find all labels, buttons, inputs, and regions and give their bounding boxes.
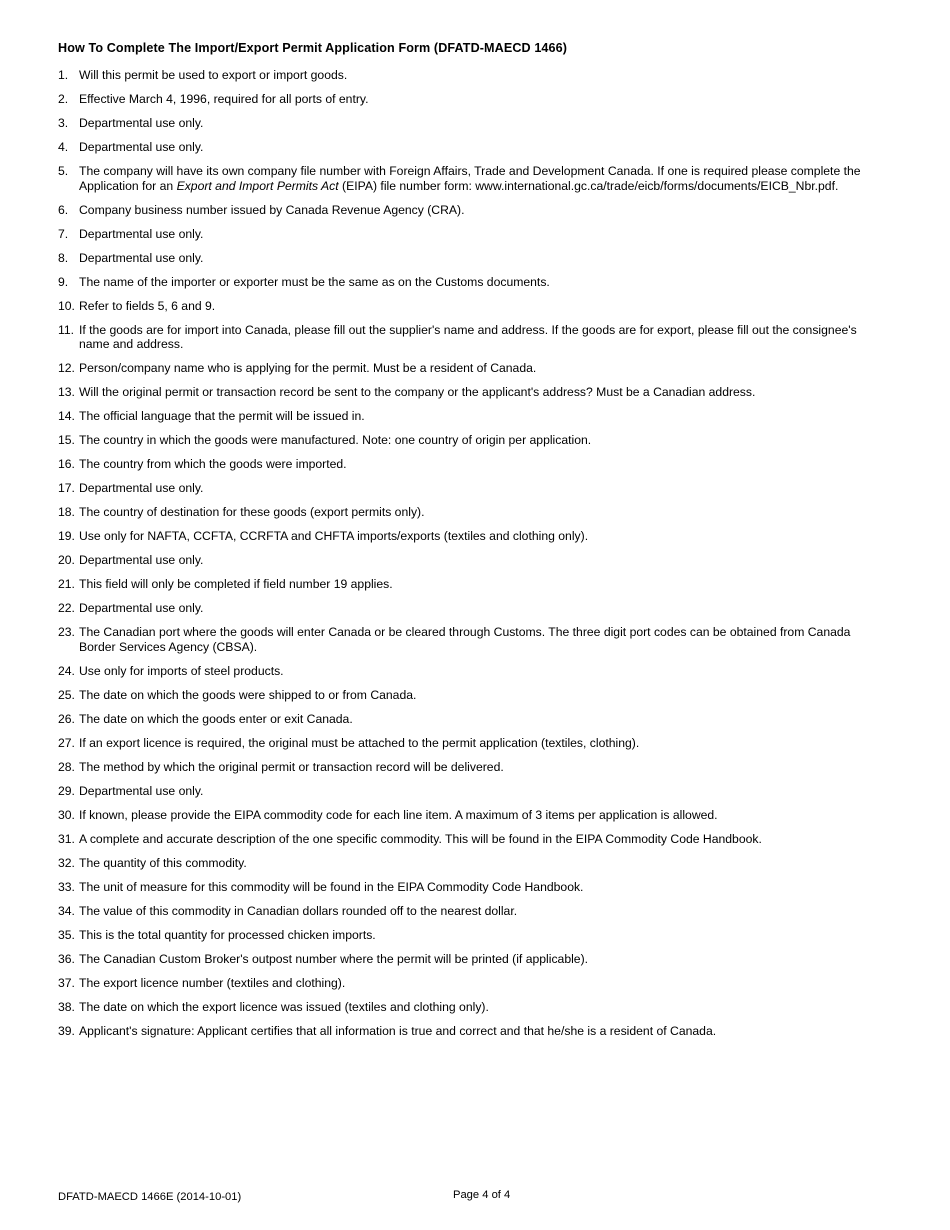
- list-item: [58, 299, 888, 314]
- list-item: [58, 904, 888, 919]
- list-item: [58, 577, 888, 592]
- item-text: Departmental use only.: [79, 116, 204, 130]
- item-number: 38.: [58, 999, 75, 1014]
- item-text-part: (EIPA) file number form: www.international.gc.ca/trade/eicb/forms/documents/EICB_Nbr.pdf.: [338, 178, 839, 193]
- item-text: The unit of measure for this commodity will be found in the EIPA Commodity Code Handbook.: [79, 879, 584, 894]
- list-item: [58, 92, 888, 107]
- item-text: A complete and accurate description of the one specific commodity. This will be found in the EIPA Commodity Code Handbook.: [79, 831, 762, 846]
- list-item: [58, 880, 888, 895]
- item-text: Departmental use only.: [79, 226, 204, 241]
- item-number: 17.: [58, 481, 75, 495]
- list-item: [58, 457, 888, 472]
- list-item: [58, 688, 888, 703]
- item-text: Company business number issued by Canada Revenue Agency (CRA).: [79, 202, 465, 217]
- item-text: Applicant's signature: Applicant certifies that all information is true and correct and that he/she is a resident of Canada.: [79, 1023, 717, 1038]
- item-text: The official language that the permit will be issued in.: [79, 409, 365, 423]
- item-number: 19.: [58, 529, 75, 543]
- list-item: [58, 481, 888, 496]
- item-text: Departmental use only.: [79, 140, 204, 154]
- item-text: Refer to fields 5, 6 and 9.: [79, 298, 216, 313]
- list-item: [58, 832, 888, 847]
- list-item: [58, 505, 888, 520]
- list-item: [58, 251, 888, 266]
- item-text: Departmental use only.: [79, 250, 204, 265]
- item-text: This field will only be completed if field number 19 applies.: [79, 577, 393, 591]
- list-item: [58, 323, 888, 352]
- item-text: Use only for imports of steel products.: [79, 663, 284, 678]
- item-number: 1.: [58, 68, 69, 82]
- item-text: The date on which the goods enter or exit Canada.: [79, 711, 353, 726]
- item-number: 6.: [58, 202, 69, 217]
- item-number: 14.: [58, 409, 75, 423]
- list-item: [58, 808, 888, 823]
- item-number: 4.: [58, 140, 69, 154]
- list-item: [58, 116, 888, 131]
- item-text: This is the total quantity for processed chicken imports.: [79, 927, 376, 942]
- item-text: Use only for NAFTA, CCFTA, CCRFTA and CHFTA imports/exports (textiles and clothing only).: [79, 529, 589, 543]
- item-text: The quantity of this commodity.: [79, 855, 247, 870]
- item-text: The Canadian Custom Broker's outpost number where the permit will be printed (if applicable).: [79, 951, 589, 966]
- item-number: 10.: [58, 298, 75, 313]
- item-text: The export licence number (textiles and clothing).: [79, 975, 346, 990]
- item-text: Effective March 4, 1996, required for all ports of entry.: [79, 92, 369, 106]
- item-text: Departmental use only.: [79, 601, 204, 615]
- item-number: 36.: [58, 951, 75, 966]
- item-text-part: The company will have its own company file number with Foreign Affairs, Trade and Development Canada. If one is required please complete the Application for an: [79, 164, 861, 193]
- item-text: The Canadian port where the goods will enter Canada or be cleared through Customs. The three digit port codes can be obtained from Canada Border Services Agency (CBSA).: [79, 625, 851, 654]
- list-item: [58, 553, 888, 568]
- list-item: [58, 227, 888, 242]
- list-item: [58, 856, 888, 871]
- list-item: [58, 1000, 888, 1015]
- list-item: [58, 664, 888, 679]
- list-item: [58, 952, 888, 967]
- item-text: The date on which the export licence was issued (textiles and clothing only).: [79, 999, 489, 1014]
- item-number: 16.: [58, 457, 75, 471]
- item-number: 5.: [58, 164, 69, 178]
- item-number: 33.: [58, 879, 75, 894]
- item-number: 27.: [58, 735, 75, 750]
- list-item: [58, 784, 888, 799]
- item-number: 13.: [58, 385, 75, 399]
- item-number: 20.: [58, 553, 75, 567]
- item-text: The country in which the goods were manufactured. Note: one country of origin per application.: [79, 433, 592, 447]
- list-item: [58, 976, 888, 991]
- item-number: 35.: [58, 927, 75, 942]
- item-number: 9.: [58, 274, 69, 289]
- item-text: The country from which the goods were imported.: [79, 457, 347, 471]
- item-text: The method by which the original permit or transaction record will be delivered.: [79, 759, 504, 774]
- item-text: Will the original permit or transaction record be sent to the company or the applicant's address? Must be a Canadian address.: [79, 385, 756, 399]
- list-item: [58, 529, 888, 544]
- list-item: [58, 625, 888, 654]
- item-text: Departmental use only.: [79, 481, 204, 495]
- item-text: Departmental use only.: [79, 553, 204, 567]
- item-number: 30.: [58, 807, 75, 822]
- page-title: How To Complete The Import/Export Permit Application Form (DFATD-MAECD 1466): [58, 41, 568, 55]
- page-number: Page 4 of 4: [453, 1189, 511, 1201]
- item-number: 37.: [58, 975, 75, 990]
- item-number: 22.: [58, 601, 75, 615]
- item-number: 7.: [58, 226, 69, 241]
- item-number: 28.: [58, 759, 75, 774]
- list-item: [58, 275, 888, 290]
- list-item: [58, 409, 888, 424]
- item-number: 32.: [58, 855, 75, 870]
- item-text: Person/company name who is applying for the permit. Must be a resident of Canada.: [79, 361, 537, 375]
- item-number: 39.: [58, 1023, 75, 1038]
- list-item: [58, 361, 888, 376]
- item-number: 18.: [58, 505, 75, 519]
- form-identifier: DFATD-MAECD 1466E (2014-10-01): [58, 1191, 242, 1203]
- list-item: [58, 140, 888, 155]
- item-number: 15.: [58, 433, 75, 447]
- list-item: [58, 433, 888, 448]
- list-item: [58, 712, 888, 727]
- item-text: The name of the importer or exporter must be the same as on the Customs documents.: [79, 274, 550, 289]
- item-number: 8.: [58, 250, 69, 265]
- item-text: Departmental use only.: [79, 783, 204, 798]
- list-item: [58, 1024, 888, 1039]
- list-item: [58, 203, 888, 218]
- item-text: Will this permit be used to export or import goods.: [79, 68, 348, 82]
- item-number: 12.: [58, 361, 75, 375]
- list-item: [58, 385, 888, 400]
- item-number: 34.: [58, 903, 75, 918]
- list-item: [58, 164, 888, 193]
- list-item: [58, 760, 888, 775]
- list-item: [58, 736, 888, 751]
- item-text: The date on which the goods were shipped to or from Canada.: [79, 687, 417, 702]
- item-number: 29.: [58, 783, 75, 798]
- item-text: The value of this commodity in Canadian dollars rounded off to the nearest dollar.: [79, 903, 518, 918]
- item-number: 3.: [58, 116, 69, 130]
- list-item: [58, 68, 888, 83]
- item-number: 24.: [58, 663, 75, 678]
- item-text: [79, 164, 861, 193]
- act-title: Export and Import Permits Act: [176, 178, 339, 193]
- item-text: The country of destination for these goods (export permits only).: [79, 505, 425, 519]
- item-number: 21.: [58, 577, 75, 591]
- item-number: 11.: [58, 322, 75, 337]
- item-number: 2.: [58, 92, 69, 106]
- item-number: 25.: [58, 687, 75, 702]
- item-text: If known, please provide the EIPA commodity code for each line item. A maximum of 3 items per application is allowed.: [79, 807, 718, 822]
- item-number: 23.: [58, 625, 75, 639]
- list-item: [58, 928, 888, 943]
- item-text: If an export licence is required, the original must be attached to the permit application (textiles, clothing).: [79, 735, 640, 750]
- list-item: [58, 601, 888, 616]
- item-number: 26.: [58, 711, 75, 726]
- instruction-list: [58, 68, 888, 1048]
- item-number: 31.: [58, 831, 75, 846]
- item-text: If the goods are for import into Canada, please fill out the supplier's name and address. If the goods are for export, please fill out the consignee's name and address.: [79, 322, 857, 351]
